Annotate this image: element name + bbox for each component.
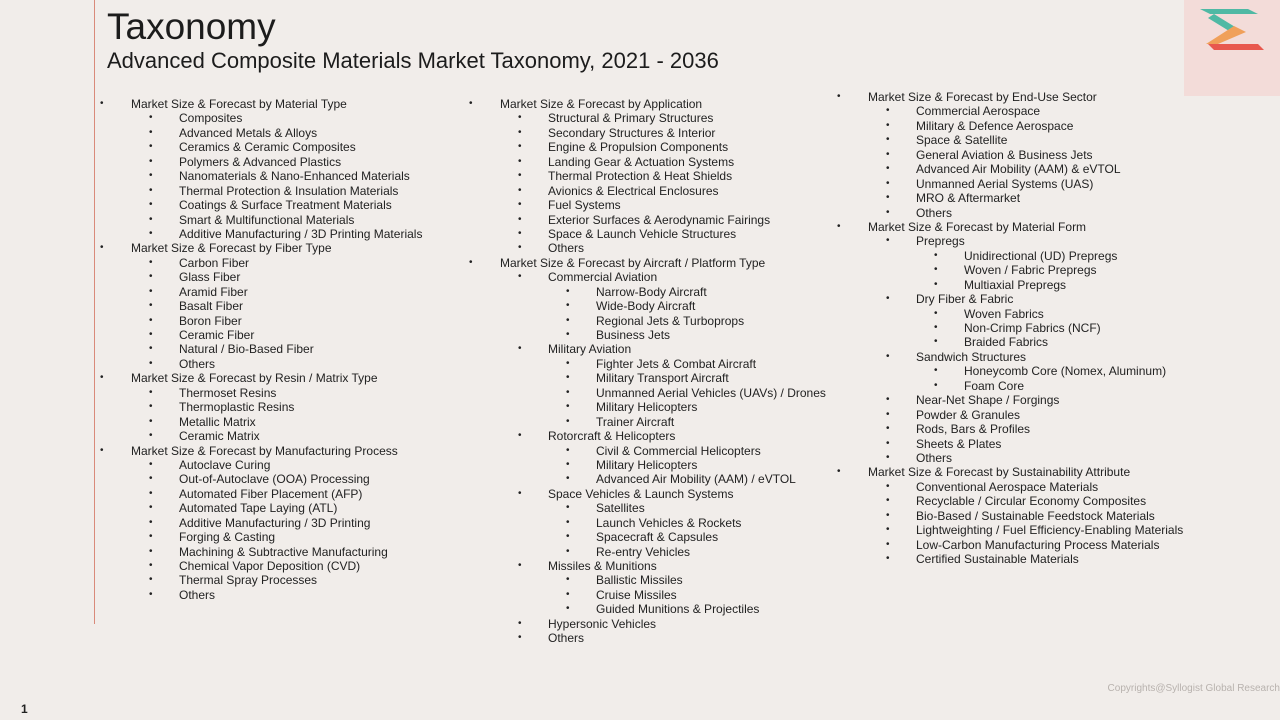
- taxonomy-item-label: Machining & Subtractive Manufacturing: [179, 544, 388, 559]
- bullet-icon: •: [886, 480, 890, 492]
- bullet-icon: •: [566, 357, 570, 369]
- taxonomy-item-label: Powder & Granules: [916, 407, 1021, 422]
- taxonomy-item-label: Market Size & Forecast by Material Type: [131, 97, 347, 111]
- taxonomy-item-label: Others: [179, 587, 216, 602]
- bullet-icon: •: [518, 126, 522, 138]
- bullet-icon: •: [566, 574, 570, 586]
- bullet-icon: •: [566, 386, 570, 398]
- bullet-icon: •: [149, 357, 153, 369]
- bullet-icon: •: [149, 184, 153, 196]
- bullet-icon: •: [149, 285, 153, 297]
- bullet-icon: •: [149, 386, 153, 398]
- taxonomy-item-label: Market Size & Forecast by Fiber Type: [131, 241, 332, 256]
- taxonomy-item-label: Certified Sustainable Materials: [916, 552, 1079, 566]
- bullet-icon: •: [934, 322, 938, 333]
- taxonomy-item-label: Others: [548, 241, 585, 256]
- taxonomy-item-label: Ballistic Missiles: [596, 573, 683, 588]
- taxonomy-item-label: Thermoset Resins: [179, 385, 277, 400]
- bullet-icon: •: [566, 444, 570, 456]
- taxonomy-item-label: Woven Fabrics: [964, 306, 1044, 321]
- taxonomy-item-label: Metallic Matrix: [179, 414, 256, 429]
- bullet-icon: •: [518, 242, 522, 254]
- taxonomy-item-label: Aramid Fiber: [179, 284, 248, 299]
- bullet-icon: •: [518, 155, 522, 167]
- bullet-icon: •: [934, 379, 938, 391]
- bullet-icon: •: [566, 502, 570, 514]
- bullet-icon: •: [566, 401, 570, 413]
- taxonomy-item-label: Rotorcraft & Helicopters: [548, 429, 676, 444]
- bullet-icon: •: [886, 451, 890, 463]
- taxonomy-item-label: Chemical Vapor Deposition (CVD): [179, 559, 361, 573]
- taxonomy-item-label: Sandwich Structures: [916, 349, 1027, 364]
- accent-divider-line: [94, 0, 95, 624]
- bullet-icon: •: [149, 401, 153, 413]
- taxonomy-item-label: Bio-Based / Sustainable Feedstock Materials: [916, 508, 1155, 523]
- bullet-icon: •: [149, 271, 153, 283]
- taxonomy-item-label: Wide-Body Aircraft: [596, 299, 696, 314]
- taxonomy-item-label: Glass Fiber: [179, 270, 241, 285]
- taxonomy-item-label: Woven / Fabric Prepregs: [964, 263, 1097, 278]
- bullet-icon: •: [149, 314, 153, 326]
- taxonomy-item-label: Thermal Protection & Heat Shields: [548, 169, 733, 184]
- taxonomy-item-label: Military & Defence Aerospace: [916, 118, 1074, 133]
- bullet-icon: •: [100, 98, 104, 109]
- taxonomy-item-label: Lightweighting / Fuel Efficiency-Enabling Materials: [916, 523, 1184, 538]
- taxonomy-item-label: Additive Manufacturing / 3D Printing Materials: [179, 226, 423, 241]
- bullet-icon: •: [566, 300, 570, 312]
- taxonomy-item-label: Recyclable / Circular Economy Composites: [916, 494, 1147, 509]
- bullet-icon: •: [886, 423, 890, 435]
- bullet-icon: •: [518, 170, 522, 182]
- taxonomy-item-label: Space Vehicles & Launch Systems: [548, 486, 734, 501]
- bullet-icon: •: [100, 372, 104, 384]
- taxonomy-item-label: Composites: [179, 111, 243, 126]
- bullet-icon: •: [566, 314, 570, 326]
- taxonomy-item-label: Fighter Jets & Combat Aircraft: [596, 356, 757, 371]
- taxonomy-item-label: Launch Vehicles & Rockets: [596, 515, 742, 530]
- bullet-icon: •: [518, 430, 522, 442]
- bullet-icon: •: [934, 264, 938, 276]
- bullet-icon: •: [149, 473, 153, 485]
- bullet-icon: •: [886, 148, 890, 160]
- taxonomy-item-label: Dry Fiber & Fabric: [916, 292, 1014, 307]
- bullet-icon: •: [518, 632, 522, 644]
- bullet-icon: •: [149, 329, 153, 340]
- bullet-icon: •: [149, 300, 153, 312]
- taxonomy-item-label: Business Jets: [596, 328, 671, 342]
- taxonomy-item-label: Autoclave Curing: [179, 457, 271, 472]
- taxonomy-item-label: Conventional Aerospace Materials: [916, 479, 1099, 494]
- taxonomy-item-label: Civil & Commercial Helicopters: [596, 443, 761, 458]
- brand-logo: [1184, 0, 1280, 96]
- bullet-icon: •: [934, 278, 938, 290]
- taxonomy-item-label: Braided Fabrics: [964, 335, 1049, 350]
- taxonomy-item-label: Unmanned Aerial Systems (UAS): [916, 176, 1094, 191]
- taxonomy-item-label: Automated Tape Laying (ATL): [179, 501, 338, 516]
- bullet-icon: •: [149, 545, 153, 557]
- bullet-icon: •: [837, 466, 841, 478]
- taxonomy-item-label: Engine & Propulsion Components: [548, 140, 729, 155]
- taxonomy-item-label: Thermal Protection & Insulation Materials: [179, 183, 399, 198]
- taxonomy-item-label: Market Size & Forecast by Resin / Matrix Type: [131, 371, 378, 386]
- bullet-icon: •: [566, 531, 570, 543]
- taxonomy-item-label: Ceramics & Ceramic Composites: [179, 140, 356, 155]
- bullet-icon: •: [149, 574, 153, 586]
- bullet-icon: •: [518, 560, 522, 571]
- taxonomy-item-label: Military Helicopters: [596, 400, 698, 415]
- taxonomy-item-label: General Aviation & Business Jets: [916, 147, 1093, 162]
- taxonomy-item-label: Missiles & Munitions: [548, 559, 657, 573]
- taxonomy-item-label: Automated Fiber Placement (AFP): [179, 486, 363, 501]
- bullet-icon: •: [149, 112, 153, 124]
- bullet-icon: •: [886, 437, 890, 449]
- bullet-icon: •: [149, 430, 153, 442]
- taxonomy-item-label: Ceramic Matrix: [179, 429, 260, 444]
- bullet-icon: •: [518, 199, 522, 211]
- bullet-icon: •: [149, 502, 153, 514]
- page-number: 1: [21, 702, 28, 716]
- bullet-icon: •: [886, 553, 890, 564]
- bullet-icon: •: [566, 603, 570, 615]
- taxonomy-item-label: Low-Carbon Manufacturing Process Materials: [916, 537, 1160, 552]
- taxonomy-item-label: Market Size & Forecast by Manufacturing Process: [131, 443, 398, 458]
- taxonomy-item-label: Near-Net Shape / Forgings: [916, 393, 1060, 408]
- taxonomy-item-label: Market Size & Forecast by Aircraft / Platform Type: [500, 255, 766, 270]
- taxonomy-item-label: Hypersonic Vehicles: [548, 616, 657, 631]
- taxonomy-item-label: Ceramic Fiber: [179, 328, 255, 342]
- bullet-icon: •: [149, 227, 153, 239]
- bullet-icon: •: [566, 458, 570, 470]
- bullet-icon: •: [149, 170, 153, 182]
- taxonomy-item-label: Multiaxial Prepregs: [964, 277, 1067, 292]
- taxonomy-item-label: Secondary Structures & Interior: [548, 125, 716, 140]
- taxonomy-item-label: Boron Fiber: [179, 313, 242, 328]
- bullet-icon: •: [518, 184, 522, 196]
- bullet-icon: •: [566, 329, 570, 340]
- bullet-icon: •: [566, 516, 570, 528]
- bullet-icon: •: [566, 545, 570, 557]
- bullet-icon: •: [518, 487, 522, 499]
- taxonomy-item-label: Additive Manufacturing / 3D Printing: [179, 515, 371, 530]
- bullet-icon: •: [886, 350, 890, 362]
- taxonomy-item-label: Thermoplastic Resins: [179, 400, 295, 415]
- taxonomy-item-label: Military Transport Aircraft: [596, 371, 729, 386]
- taxonomy-item-label: Re-entry Vehicles: [596, 544, 691, 559]
- taxonomy-item-label: Unidirectional (UD) Prepregs: [964, 248, 1118, 263]
- bullet-icon: •: [149, 141, 153, 153]
- bullet-icon: •: [886, 408, 890, 420]
- taxonomy-item-label: Regional Jets & Turboprops: [596, 313, 745, 328]
- bullet-icon: •: [886, 538, 890, 550]
- bullet-icon: •: [149, 516, 153, 528]
- bullet-icon: •: [886, 293, 890, 305]
- bullet-icon: •: [149, 126, 153, 138]
- bullet-icon: •: [149, 155, 153, 167]
- taxonomy-item-label: Market Size & Forecast by Application: [500, 97, 703, 111]
- bullet-icon: •: [149, 560, 153, 571]
- taxonomy-item-label: Others: [916, 450, 953, 465]
- taxonomy-item-label: Polymers & Advanced Plastics: [179, 154, 342, 169]
- bullet-icon: •: [886, 192, 890, 204]
- taxonomy-item-label: Market Size & Forecast by End-Use Sector: [868, 90, 1097, 104]
- bullet-icon: •: [518, 141, 522, 153]
- taxonomy-item-label: Forging & Casting: [179, 530, 276, 545]
- taxonomy-item-label: Rods, Bars & Profiles: [916, 422, 1031, 437]
- taxonomy-item-label: Narrow-Body Aircraft: [596, 284, 707, 299]
- bullet-icon: •: [886, 394, 890, 406]
- taxonomy-item-label: Out-of-Autoclave (OOA) Processing: [179, 472, 370, 487]
- bullet-icon: •: [837, 91, 841, 102]
- bullet-icon: •: [566, 473, 570, 485]
- taxonomy-item-label: Space & Satellite: [916, 133, 1008, 148]
- bullet-icon: •: [837, 220, 841, 232]
- bullet-icon: •: [934, 365, 938, 377]
- bullet-icon: •: [566, 415, 570, 427]
- bullet-icon: •: [518, 112, 522, 124]
- taxonomy-item-label: Others: [548, 631, 585, 646]
- bullet-icon: •: [934, 307, 938, 319]
- taxonomy-item-label: Landing Gear & Actuation Systems: [548, 154, 735, 169]
- bullet-icon: •: [149, 588, 153, 600]
- bullet-icon: •: [149, 199, 153, 211]
- taxonomy-item-label: MRO & Aftermarket: [916, 191, 1021, 206]
- taxonomy-item-label: Market Size & Forecast by Sustainability Attribute: [868, 465, 1131, 480]
- bullet-icon: •: [886, 524, 890, 536]
- taxonomy-item-label: Natural / Bio-Based Fiber: [179, 342, 314, 357]
- bullet-icon: •: [469, 256, 473, 268]
- bullet-icon: •: [518, 227, 522, 239]
- bullet-icon: •: [149, 256, 153, 268]
- taxonomy-item-label: Trainer Aircraft: [596, 414, 675, 429]
- taxonomy-item-label: Others: [916, 205, 953, 220]
- taxonomy-item-label: Exterior Surfaces & Aerodynamic Fairings: [548, 212, 771, 227]
- taxonomy-item-label: Advanced Air Mobility (AAM) / eVTOL: [596, 472, 796, 487]
- taxonomy-item-label: Non-Crimp Fabrics (NCF): [964, 321, 1101, 335]
- taxonomy-item-label: Prepregs: [916, 234, 965, 249]
- bullet-icon: •: [149, 343, 153, 355]
- bullet-icon: •: [886, 177, 890, 189]
- bullet-icon: •: [886, 509, 890, 521]
- taxonomy-item-label: Market Size & Forecast by Material Form: [868, 219, 1087, 234]
- taxonomy-item-label: Honeycomb Core (Nomex, Aluminum): [964, 364, 1167, 379]
- taxonomy-item-label: Guided Munitions & Projectiles: [596, 602, 760, 617]
- taxonomy-item-label: Foam Core: [964, 378, 1025, 393]
- taxonomy-item-label: Satellites: [596, 501, 645, 516]
- bullet-icon: •: [149, 531, 153, 543]
- bullet-icon: •: [886, 134, 890, 146]
- taxonomy-item-label: Sheets & Plates: [916, 436, 1002, 451]
- bullet-icon: •: [149, 458, 153, 470]
- taxonomy-item-label: Thermal Spray Processes: [179, 573, 318, 588]
- page-subtitle: Advanced Composite Materials Market Taxonomy, 2021 - 2036: [107, 48, 719, 73]
- bullet-icon: •: [886, 235, 890, 247]
- bullet-icon: •: [886, 105, 890, 117]
- taxonomy-item-label: Commercial Aviation: [548, 270, 658, 285]
- brand-s-logo-icon: [1198, 4, 1266, 52]
- bullet-icon: •: [100, 444, 104, 456]
- bullet-icon: •: [566, 372, 570, 384]
- taxonomy-item-label: Military Aviation: [548, 342, 632, 357]
- taxonomy-item-label: Nanomaterials & Nano-Enhanced Materials: [179, 169, 410, 184]
- taxonomy-item-label: Spacecraft & Capsules: [596, 530, 719, 545]
- bullet-icon: •: [518, 213, 522, 225]
- taxonomy-item-label: Cruise Missiles: [596, 587, 677, 602]
- taxonomy-item-label: Others: [179, 356, 216, 371]
- taxonomy-item-label: Avionics & Electrical Enclosures: [548, 183, 719, 198]
- taxonomy-item-label: Military Helicopters: [596, 457, 698, 472]
- bullet-icon: •: [566, 285, 570, 297]
- bullet-icon: •: [518, 617, 522, 629]
- bullet-icon: •: [518, 343, 522, 355]
- taxonomy-item-label: Commercial Aerospace: [916, 104, 1041, 119]
- taxonomy-item-label: Structural & Primary Structures: [548, 111, 714, 126]
- taxonomy-item-label: Carbon Fiber: [179, 255, 250, 270]
- bullet-icon: •: [886, 163, 890, 175]
- bullet-icon: •: [149, 213, 153, 225]
- bullet-icon: •: [886, 495, 890, 507]
- bullet-icon: •: [469, 98, 473, 109]
- bullet-icon: •: [934, 249, 938, 261]
- taxonomy-item-label: Fuel Systems: [548, 198, 621, 213]
- bullet-icon: •: [886, 119, 890, 131]
- taxonomy-item-label: Basalt Fiber: [179, 299, 244, 314]
- page-title: Taxonomy: [107, 6, 276, 47]
- bullet-icon: •: [566, 588, 570, 600]
- taxonomy-item-label: Space & Launch Vehicle Structures: [548, 226, 737, 241]
- taxonomy-item-label: Unmanned Aerial Vehicles (UAVs) / Drones: [596, 385, 826, 400]
- bullet-icon: •: [149, 415, 153, 427]
- bullet-icon: •: [886, 206, 890, 218]
- taxonomy-item-label: Coatings & Surface Treatment Materials: [179, 198, 392, 213]
- taxonomy-item-label: Advanced Air Mobility (AAM) & eVTOL: [916, 162, 1121, 177]
- bullet-icon: •: [149, 487, 153, 499]
- bullet-icon: •: [934, 336, 938, 348]
- bullet-icon: •: [100, 242, 104, 254]
- bullet-icon: •: [518, 271, 522, 283]
- taxonomy-item-label: Smart & Multifunctional Materials: [179, 212, 355, 227]
- copyright-notice: Copyrights@Syllogist Global Research: [1107, 683, 1280, 694]
- taxonomy-item-label: Advanced Metals & Alloys: [179, 125, 318, 140]
